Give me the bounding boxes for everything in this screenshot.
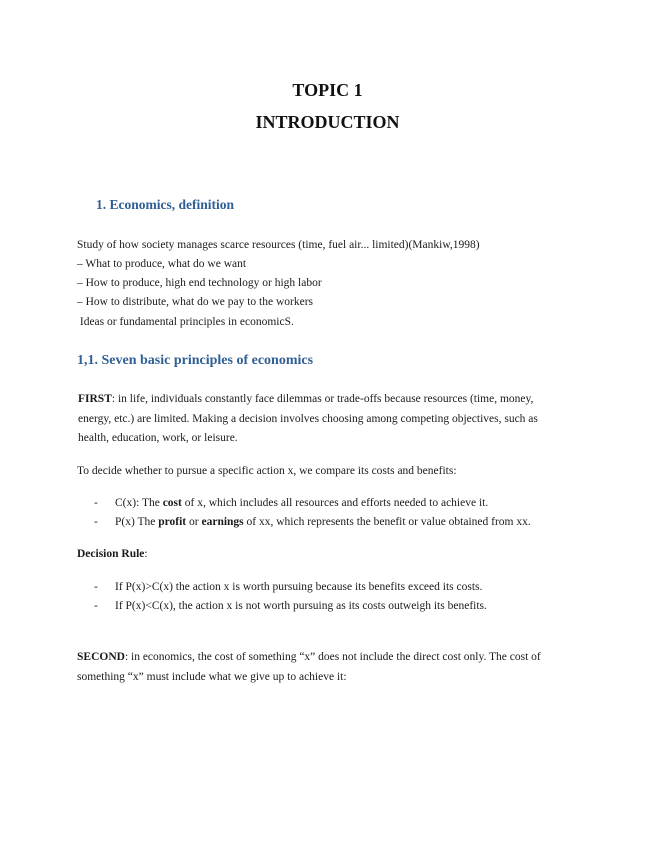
topic-title: TOPIC 1 [292,80,363,100]
profit-mid: or [186,516,202,528]
profit-bold: profit [158,516,187,528]
second-text: : in economics, the cost of something “x” does not include the direct cost only. The cost of something “x” must include what we give up to achieve it: [77,651,541,683]
decision-rule-colon: : [144,548,148,560]
bullet-profit [94,515,531,530]
bullet-cost [94,496,488,511]
profit-pre: P(x) The [115,516,159,528]
list-item-distribute: – How to distribute, what do we pay to the workers [77,296,314,308]
decision-rule-label [77,547,148,562]
earnings-bold: earnings [201,516,244,528]
compare-line: To decide whether to pursue a specific action x, we compare its costs and benefits: [77,465,457,477]
cost-pre: C(x): The [115,497,163,509]
list-item-what: – What to produce, what do we want [77,258,247,270]
cost-post: of x, which includes all resources and efforts needed to achieve it. [181,497,489,509]
introduction-title: INTRODUCTION [255,112,400,132]
section-heading-seven-principles: 1,1. Seven basic principles of economics [77,353,314,368]
section-heading-economics-definition: 1. Economics, definition [96,197,235,212]
ideas-line: Ideas or fundamental principles in economicS. [77,316,294,328]
dash-marker: - [94,600,98,612]
second-principle-paragraph [77,648,559,687]
first-label: FIRST [78,393,112,405]
dash-marker: - [94,581,98,593]
decision-bullet-worth [94,580,482,595]
cost-bold: cost [162,497,182,509]
decision-bullet-not-worth [94,599,487,614]
decision-bullet-text: If P(x)<C(x), the action x is not worth pursuing as its costs outweigh its benefits. [115,600,487,612]
decision-bullet-text: If P(x)>C(x) the action x is worth pursuing because its benefits exceed its costs. [115,581,483,593]
second-label: SECOND [77,651,125,663]
profit-post: of xx, which represents the benefit or value obtained from xx. [243,516,531,528]
definition-line: Study of how society manages scarce resources (time, fuel air... limited)(Mankiw,1998) [77,239,480,251]
first-principle-paragraph [78,390,560,449]
dash-marker: - [94,497,98,509]
list-item-how: – How to produce, high end technology or high labor [77,277,322,289]
first-text: : in life, individuals constantly face dilemmas or trade-offs because resources (time, money, energy, etc.) are limited. Making a decision involves choosing among competing objectives, such as health, education, work, or leisure. [78,393,538,444]
decision-rule-bold: Decision Rule [77,548,145,560]
dash-marker: - [94,516,98,528]
